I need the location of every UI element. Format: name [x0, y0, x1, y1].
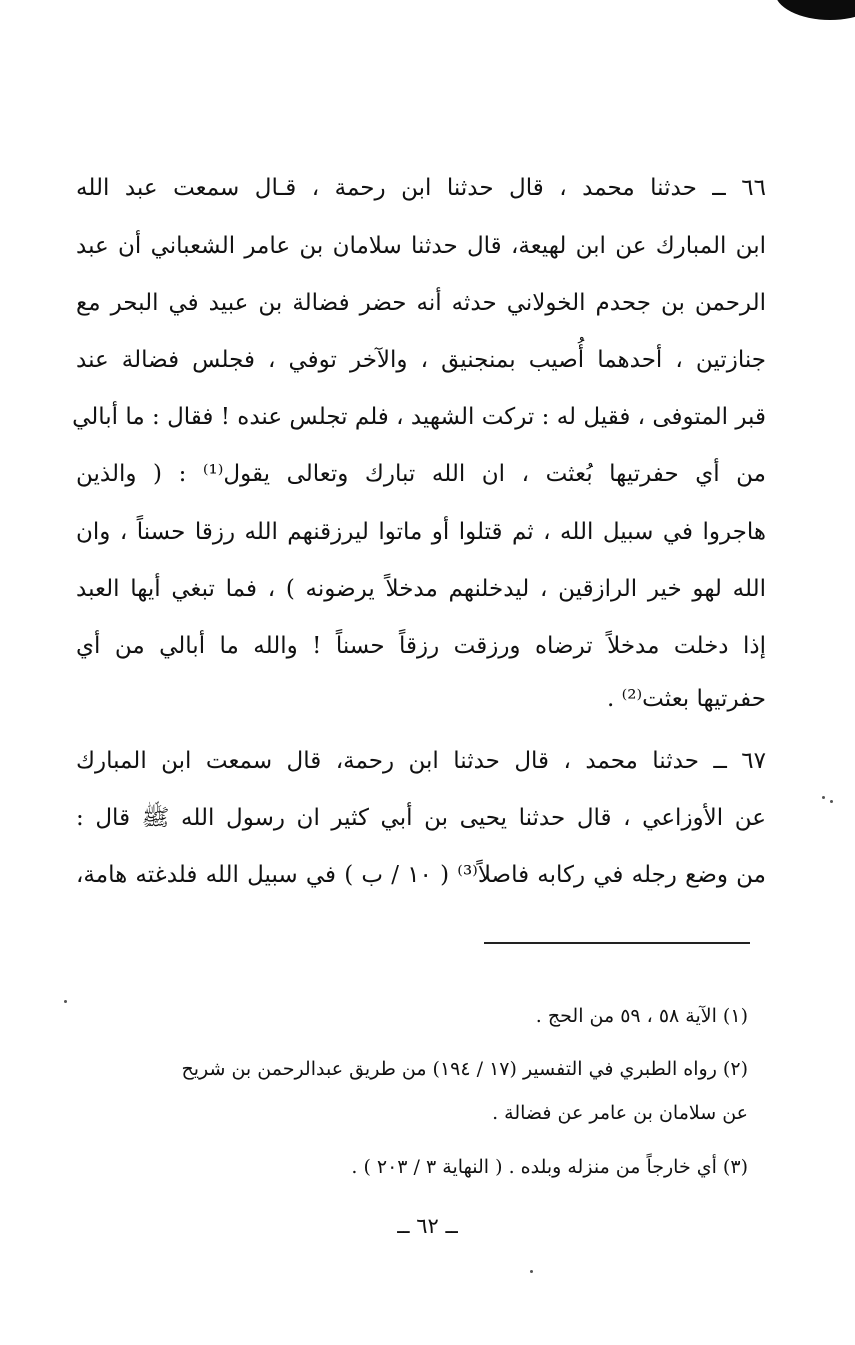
text-line: حفرتيها بعثت⁽²⁾ .	[607, 686, 766, 712]
text-line: من أي حفرتيها بُعثت ، ان الله تبارك وتعالى يقول⁽¹⁾ : ( والذين	[76, 461, 766, 487]
scan-speck	[822, 796, 825, 799]
footnote-3: (٣) أي خارجاً من منزله وبلده . ( النهاية ٣ / ٢٠٣ ) .	[351, 1156, 748, 1178]
text-line: الله لهو خير الرازقين ، ليدخلنهم مدخلاً يرضونه ) ، فما تبغي أيها العبد	[76, 576, 766, 602]
scan-speck	[64, 1000, 67, 1003]
text-line: جنازتين ، أحدهما أُصيب بمنجنيق ، والآخر توفي ، فجلس فضالة عند	[76, 347, 766, 373]
page-number: ــ ٦٢ ــ	[397, 1214, 458, 1238]
text-line: قبر المتوفى ، فقيل له : تركت الشهيد ، فلم تجلس عنده ! فقال : ما أبالي	[72, 404, 766, 430]
text-line: ابن المبارك عن ابن لهيعة، قال حدثنا سلامان بن عامر الشعباني أن عبد	[76, 233, 766, 259]
scan-ink-blot	[775, 0, 855, 20]
scan-speck	[530, 1270, 533, 1273]
text-line: من وضع رجله في ركابه فاصلاً⁽³⁾ ( ١٠ / ب ) في سبيل الله فلدغته هامة،	[76, 862, 766, 888]
text-line: هاجروا في سبيل الله ، ثم قتلوا أو ماتوا ليرزقنهم الله رزقا حسناً ، وان	[76, 519, 766, 545]
text-line: إذا دخلت مدخلاً ترضاه ورزقت رزقاً حسناً ! والله ما أبالي من أي	[76, 633, 766, 659]
text-line: عن الأوزاعي ، قال حدثنا يحيى بن أبي كثير ان رسول الله ﷺ قال :	[76, 805, 766, 831]
footnote-1: (١) الآية ٥٨ ، ٥٩ من الحج .	[535, 1005, 748, 1027]
footnote-separator	[484, 942, 750, 944]
footnote-2-continued: عن سلامان بن عامر عن فضالة .	[492, 1102, 748, 1124]
text-line: الرحمن بن جحدم الخولاني حدثه أنه حضر فضالة بن عبيد في البحر مع	[76, 290, 766, 316]
scan-speck	[830, 800, 833, 803]
footnote-2: (٢) رواه الطبري في التفسير (١٧ / ١٩٤) من طريق عبدالرحمن بن شريح	[181, 1058, 748, 1080]
text-line: ٦٧ ــ حدثنا محمد ، قال حدثنا ابن رحمة، قال سمعت ابن المبارك	[76, 748, 766, 774]
text-line: ٦٦ ــ حدثنا محمد ، قال حدثنا ابن رحمة ، قـال سمعت عبد الله	[76, 175, 766, 201]
